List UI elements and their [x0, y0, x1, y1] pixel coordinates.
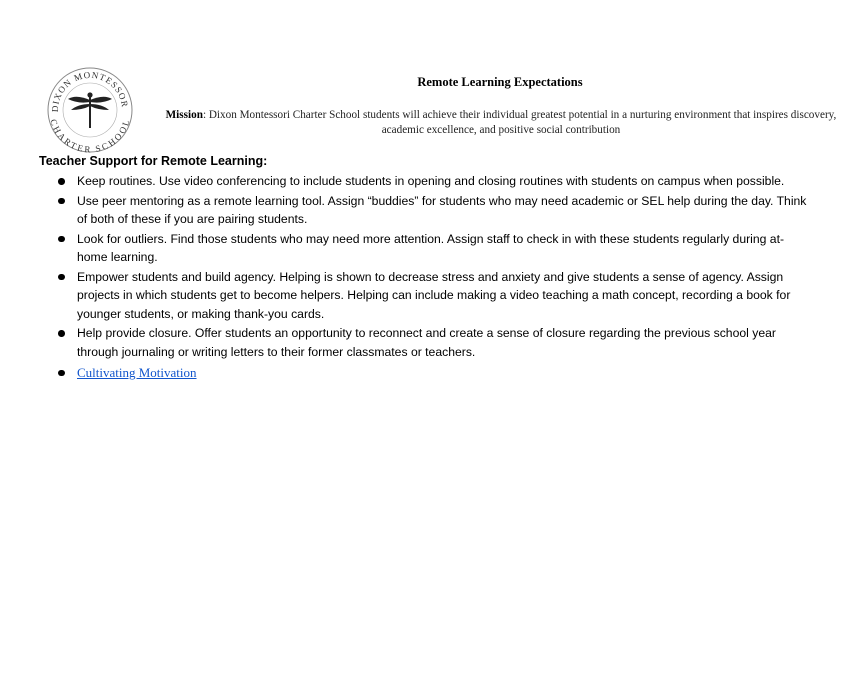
- page-title: Remote Learning Expectations: [417, 75, 583, 89]
- bullet-icon: [58, 236, 65, 243]
- list-item: [0, 230, 812, 267]
- list-item-text: Keep routines. Use video conferencing to include students in opening and closing routines with students on campus when possible.: [77, 174, 785, 188]
- list-item-text: Look for outliers. Find those students who may need more attention. Assign staff to check in with these students regularly during at-home learning.: [77, 231, 785, 265]
- list-item: [0, 192, 812, 229]
- list-item-text: Use peer mentoring as a remote learning tool. Assign “buddies” for students who may need academic or SEL help during the day. Think of both of these if you are pairing students.: [77, 193, 807, 227]
- list-item: [0, 268, 812, 323]
- cultivating-motivation-link[interactable]: Cultivating Motivation: [77, 364, 197, 380]
- mission-label: Mission: [165, 109, 203, 121]
- bullet-icon: [58, 330, 65, 337]
- bullet-icon: [58, 198, 65, 205]
- mission-text: : Dixon Montessori Charter School students will achieve their individual greatest potential in a nurturing environment that inspires discovery, academic excellence, and positive social contribution: [202, 109, 837, 136]
- bullet-icon: [58, 178, 65, 185]
- mission-statement: [165, 108, 837, 138]
- bullet-icon: [58, 370, 65, 377]
- list-item: [0, 364, 812, 382]
- section-heading: Teacher Support for Remote Learning:: [39, 154, 268, 168]
- dragonfly-icon: [68, 92, 112, 128]
- bullet-icon: [58, 274, 65, 281]
- list-item: [0, 324, 812, 361]
- list-item-text: Help provide closure. Offer students an opportunity to reconnect and create a sense of closure regarding the previous school year through journaling or writing letters to their former classmates or teachers.: [77, 326, 776, 359]
- bullet-list: [0, 172, 850, 382]
- list-item-text: Empower students and build agency. Helping is shown to decrease stress and anxiety and give students a sense of agency. Assign projects in which students get to become helpers. Helping can include making a video teaching a math concept, recording a book for younger students, or making thank-you cards.: [77, 269, 791, 321]
- logo-text-top: DIXON MONTESSOR: [49, 69, 131, 113]
- list-item: [0, 172, 812, 190]
- school-logo: [46, 66, 134, 154]
- logo-text-bottom: CHARTER SCHOOL: [48, 117, 132, 154]
